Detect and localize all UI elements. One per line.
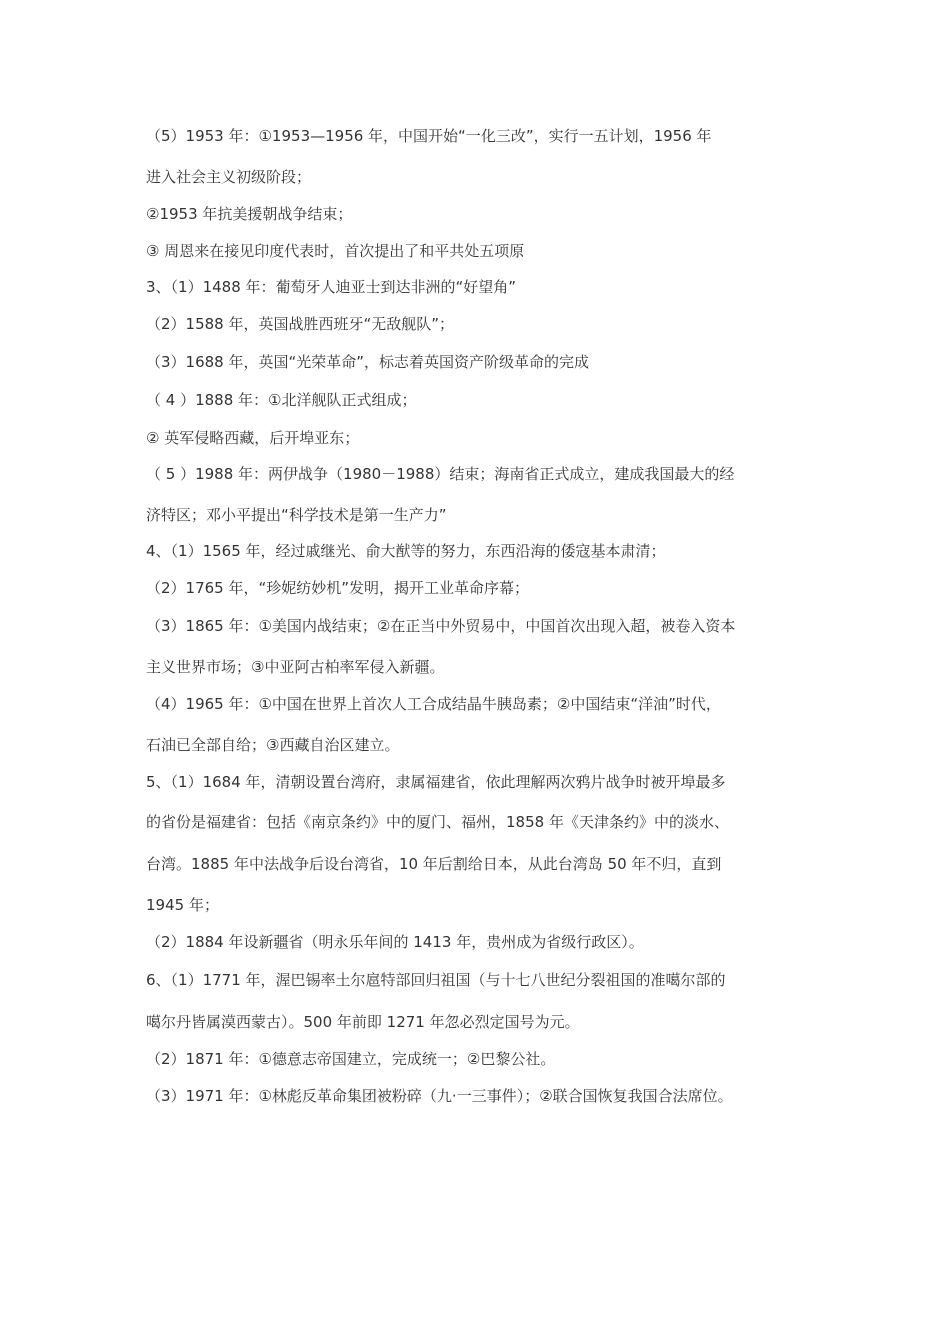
text-line: 济特区；邓小平提出“科学技术是第一生产力” <box>146 506 447 524</box>
text-line: （4）1965 年：①中国在世界上首次人工合成结晶牛胰岛素；②中国结束“洋油”时代， <box>146 695 721 713</box>
text-line: ②1953 年抗美援朝战争结束； <box>146 205 353 223</box>
text-line: 进入社会主义初级阶段； <box>146 168 312 186</box>
text-line: 噶尔丹皆属漠西蒙古）。500 年前即 1271 年忽必烈定国号为元。 <box>146 1013 580 1031</box>
text-line: （3）1688 年，英国“光荣革命”，标志着英国资产阶级革命的完成 <box>146 353 590 371</box>
text-line: 5、（1）1684 年，清朝设置台湾府，隶属福建省，依此理解两次鸦片战争时被开埠最多 <box>146 773 726 791</box>
text-line: 3、（1）1488 年：葡萄牙人迪亚士到达非洲的“好望角” <box>146 278 517 296</box>
text-line: （ 5 ）1988 年：两伊战争（1980－1988）结束；海南省正式成立，建成我国最大的经 <box>146 465 735 483</box>
text-line: （3）1865 年：①美国内战结束；②在正当中外贸易中，中国首次出现入超，被卷入资本 <box>146 617 736 635</box>
text-line: 石油已全部自给；③西藏自治区建立。 <box>146 736 400 754</box>
text-line: （2）1871 年：①德意志帝国建立，完成统一；②巴黎公社。 <box>146 1050 556 1068</box>
text-line: ② 英军侵略西藏，后开埠亚东； <box>146 429 360 447</box>
text-line: 台湾。1885 年中法战争后设台湾省，10 年后割给日本，从此台湾岛 50 年不归，直到 <box>146 855 722 873</box>
text-line: 主义世界市场；③中亚阿古柏率军侵入新疆。 <box>146 658 445 676</box>
text-line: （2）1884 年设新疆省（明永乐年间的 1413 年，贵州成为省级行政区）。 <box>146 933 644 951</box>
text-line: （2）1765 年，“珍妮纺妙机”发明，揭开工业革命序幕； <box>146 579 530 597</box>
text-line: 的省份是福建省：包括《南京条约》中的厦门、福州，1858 年《天津条约》中的淡水、 <box>146 813 729 831</box>
text-line: 4、（1）1565 年，经过戚继光、俞大猷等的努力，东西沿海的倭寇基本肃清； <box>146 542 666 560</box>
text-line: （5）1953 年：①1953—1956 年，中国开始“一化三改”，实行一五计划，1956 年 <box>146 127 712 145</box>
text-line: ③ 周恩来在接见印度代表时，首次提出了和平共处五项原 <box>146 242 525 260</box>
text-line: （2）1588 年，英国战胜西班牙“无敌舰队”； <box>146 315 455 333</box>
text-line: （3）1971 年：①林彪反革命集团被粉碎（九·一三事件）；②联合国恢复我国合法席位。 <box>146 1087 733 1105</box>
text-line: 6、（1）1771 年，渥巴锡率土尔扈特部回归祖国（与十七八世纪分裂祖国的准噶尔部的 <box>146 971 726 989</box>
text-line: 1945 年； <box>146 896 219 914</box>
text-line: （ 4 ）1888 年：①北洋舰队正式组成； <box>146 391 417 409</box>
